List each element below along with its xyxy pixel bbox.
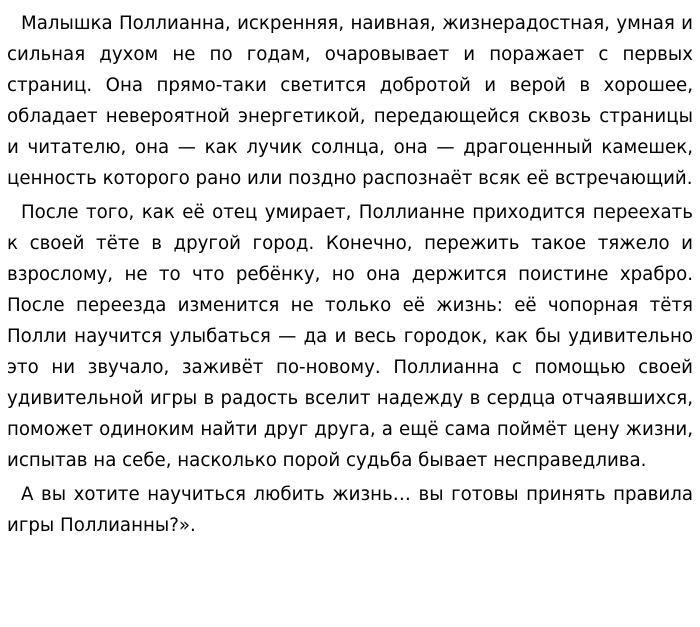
document-body (7, 8, 693, 544)
paragraph-2: После того, как её отец умирает, Поллианне приходится переехать к своей тёте в другой город. Конечно, пережить такое тяжело и взрослому, не то что ребёнку, но она держится поистине храбро. После переезда изменится не только её жизнь: её чопорная тётя Полли научится улыбаться — да и весь городок, как бы удивительно это ни звучало, заживёт по-новому. Поллианна с помощью своей удивительной игры в радость вселит надежду в сердца отчаявшихся, поможет одиноким найти друг друга, а ещё сама поймёт цену жизни, испытав на себе, насколько порой судьба бывает несправедлива. (7, 202, 693, 471)
paragraph-1: Малышка Поллианна, искренняя, наивная, жизнерадостная, умная и сильная духом не по годам, очаровывает и поражает с первых страниц. Она прямо-таки светится добротой и верой в хорошее, обладает невероятной энергетикой, передающейся сквозь страницы и читателю, она — как лучик солнца, она — драгоценный камешек, ценность которого рано или поздно распознаёт всяк её встречающий. (7, 13, 693, 189)
paragraph-3: А вы хотите научиться любить жизнь… вы готовы принять правила игры Поллианны?». (7, 484, 693, 536)
